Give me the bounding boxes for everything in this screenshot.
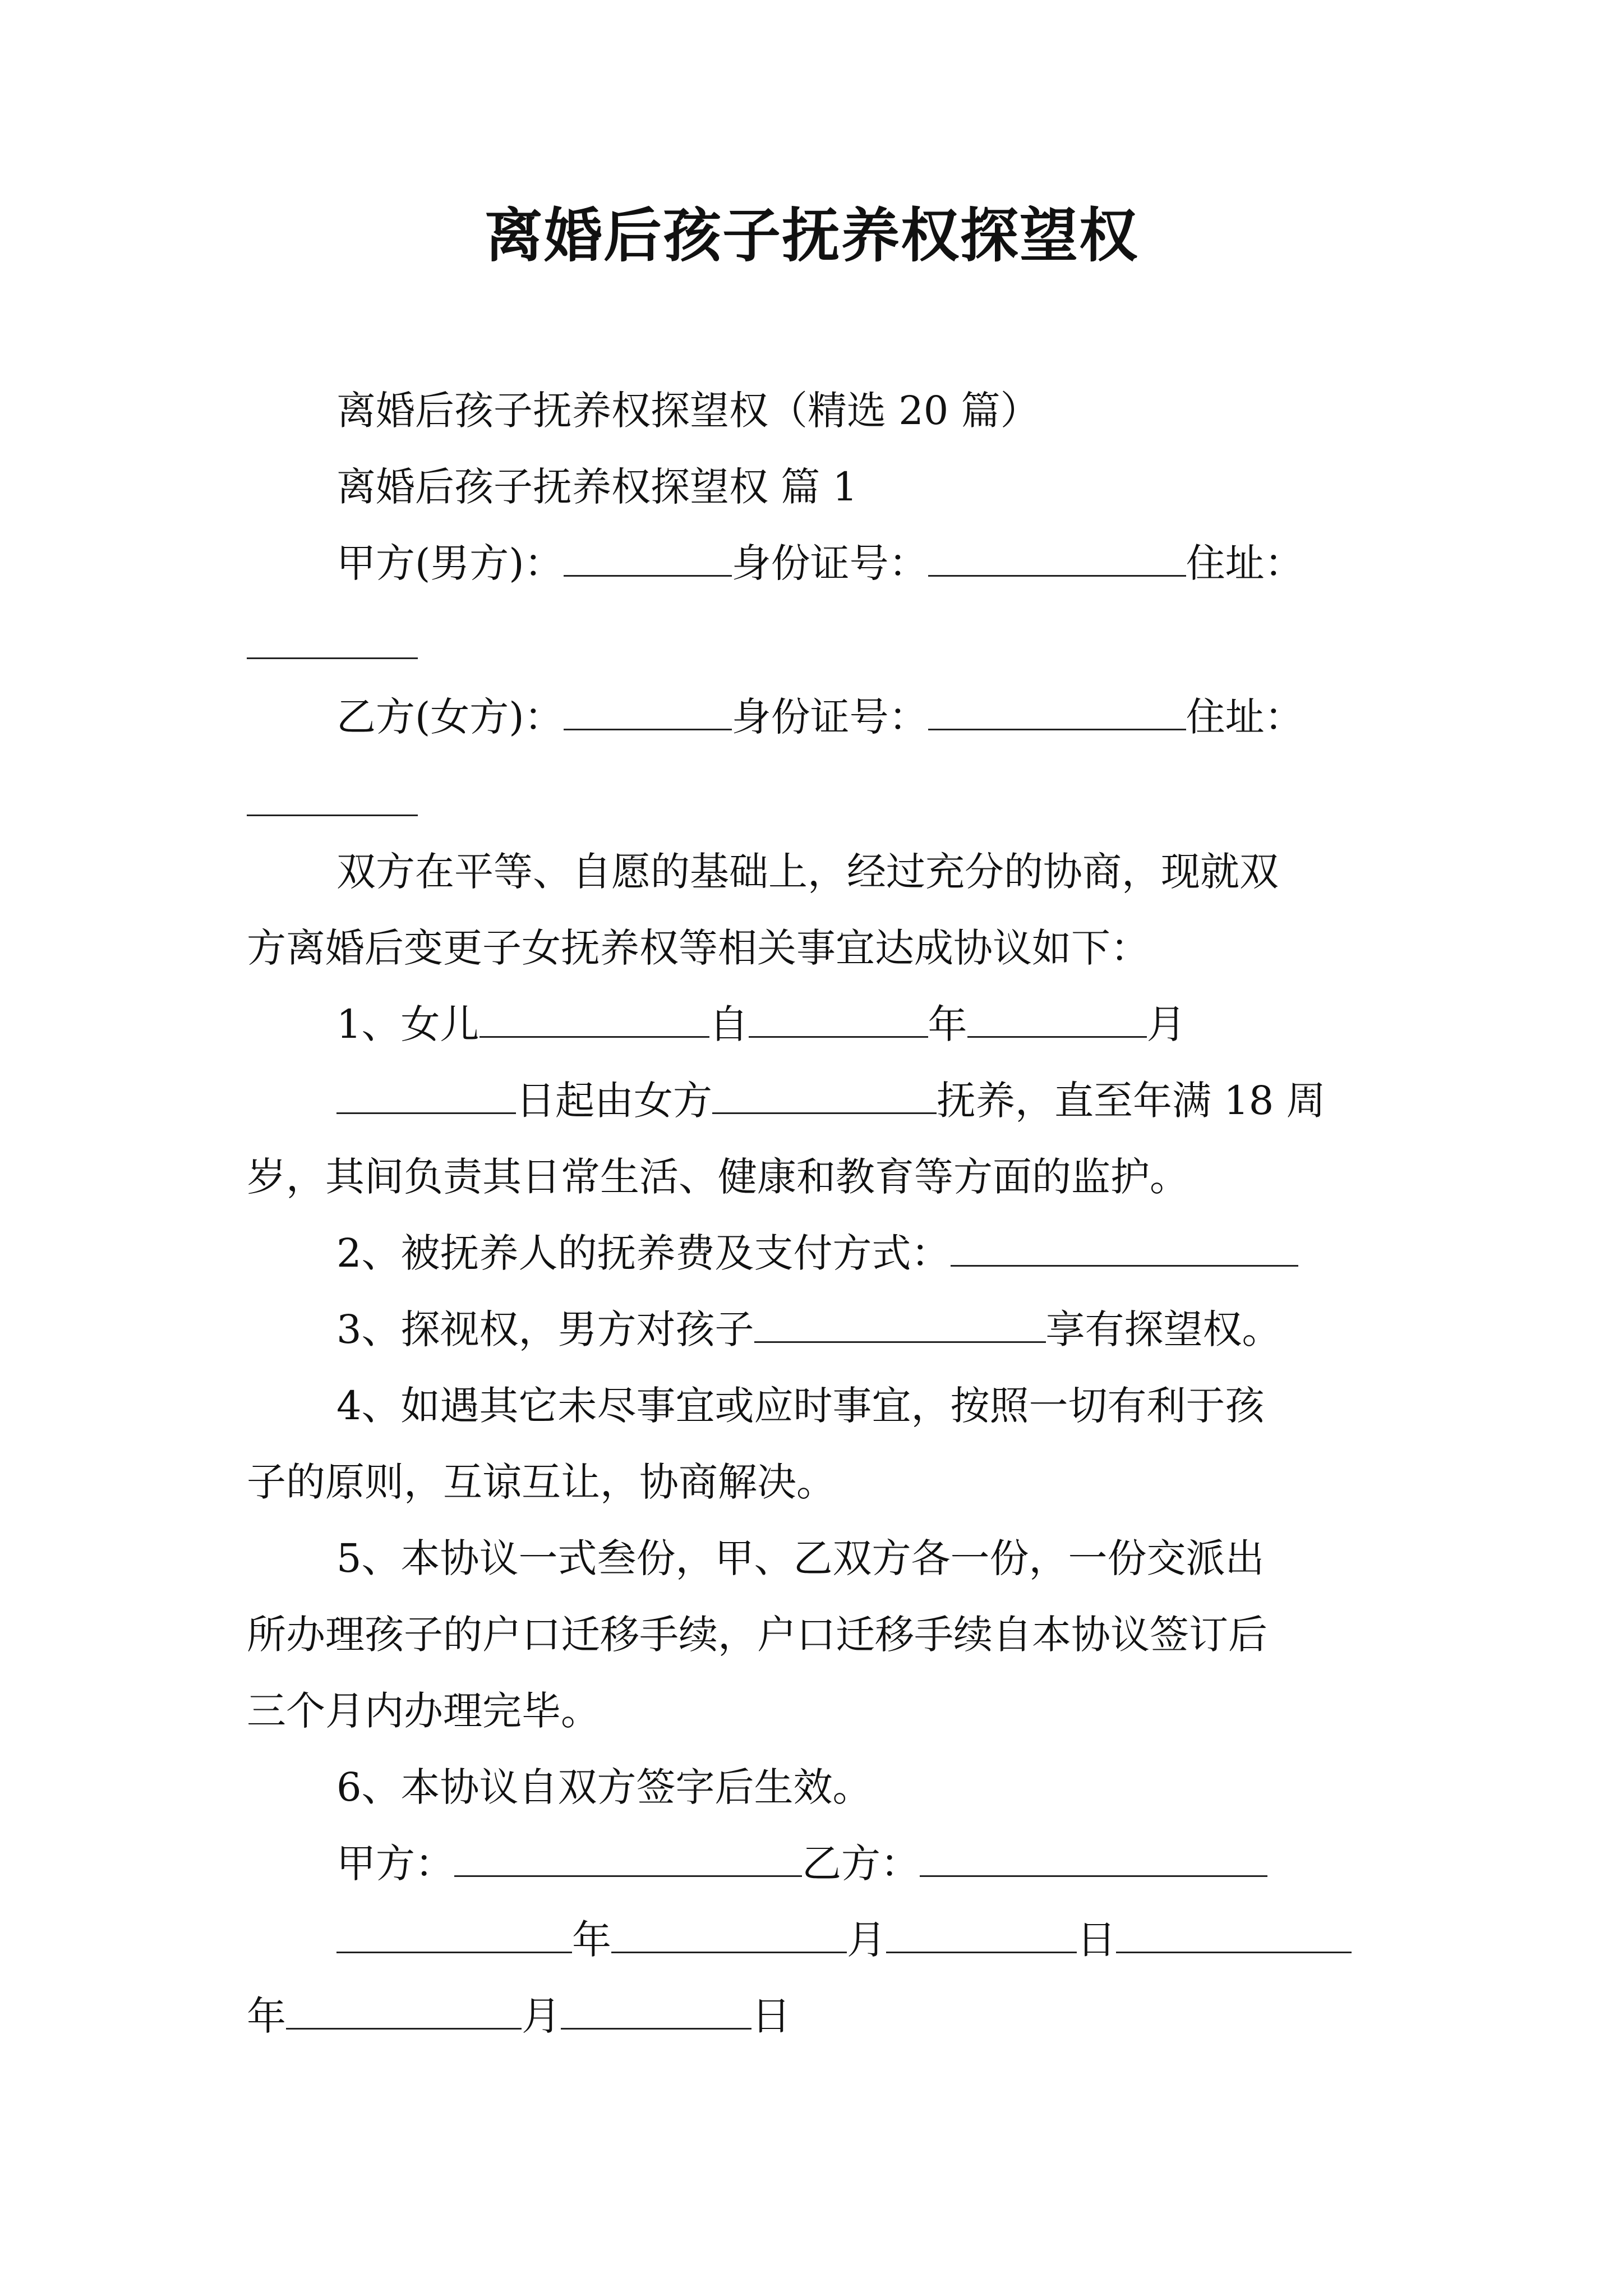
start-day-blank[interactable] bbox=[336, 1079, 516, 1114]
clause-1-daughter-label: 1、女儿 bbox=[336, 1001, 479, 1047]
clause-5-line-3: 三个月内办理完毕。 bbox=[247, 1688, 600, 1734]
section-heading: 离婚后孩子抚养权探望权 篇 1 bbox=[336, 464, 858, 510]
clause-1-line-1 bbox=[336, 1001, 1186, 1048]
date-a-day-label: 日 bbox=[1077, 1917, 1116, 1963]
start-month-blank[interactable] bbox=[967, 1002, 1147, 1038]
clause-3-text-1: 3、探视权，男方对孩子 bbox=[336, 1306, 754, 1352]
date-b-day-blank[interactable] bbox=[561, 1994, 751, 2030]
party-a-address-label: 住址： bbox=[1186, 540, 1304, 586]
clause-5-line-2: 所办理孩子的户口迁移手续，户口迁移手续自本协议签订后 bbox=[247, 1612, 1267, 1658]
date-line-1 bbox=[336, 1916, 1352, 1963]
date-b-year-blank[interactable] bbox=[1116, 1918, 1352, 1953]
date-a-year-label: 年 bbox=[572, 1917, 611, 1963]
party-a-id-label: 身份证号： bbox=[731, 540, 928, 586]
support-payment-blank[interactable] bbox=[951, 1231, 1298, 1267]
signature-b-label: 乙方： bbox=[802, 1841, 920, 1887]
date-a-day-blank[interactable] bbox=[886, 1918, 1077, 1953]
clause-4-line-2: 子的原则，互谅互让，协商解决。 bbox=[247, 1459, 836, 1505]
date-b-month-blank[interactable] bbox=[286, 1994, 522, 2030]
party-a-address-blank[interactable] bbox=[247, 655, 418, 659]
clause-3-line bbox=[336, 1306, 1281, 1353]
clause-1-custody-label: 日起由女方 bbox=[516, 1078, 712, 1124]
visitation-blank[interactable] bbox=[754, 1308, 1046, 1343]
party-b-label: 乙方(女方)： bbox=[336, 694, 564, 740]
subtitle: 离婚后孩子抚养权探望权（精选 20 篇） bbox=[336, 388, 1040, 434]
intro-line-2: 方离婚后变更子女抚养权等相关事宜达成协议如下： bbox=[247, 925, 1150, 971]
daughter-name-blank[interactable] bbox=[479, 1002, 709, 1038]
party-b-address-label: 住址： bbox=[1186, 694, 1304, 740]
clause-4-line-1: 4、如遇其它未尽事宜或应时事宜，按照一切有利于孩 bbox=[336, 1383, 1265, 1429]
party-b-id-blank[interactable] bbox=[928, 695, 1186, 730]
clause-3-text-2: 享有探望权。 bbox=[1045, 1306, 1281, 1352]
signature-b-blank[interactable] bbox=[920, 1842, 1267, 1877]
signature-a-label: 甲方： bbox=[336, 1841, 454, 1887]
clause-5-line-1: 5、本协议一式叁份，甲、乙双方各一份，一份交派出 bbox=[336, 1535, 1265, 1581]
custodian-name-blank[interactable] bbox=[712, 1079, 937, 1114]
party-a-label: 甲方(男方)： bbox=[336, 540, 564, 586]
date-a-month-blank[interactable] bbox=[611, 1918, 847, 1953]
clause-6-line: 6、本协议自双方签字后生效。 bbox=[336, 1764, 872, 1810]
clause-1-until-label: 抚养，直至年满 18 周 bbox=[937, 1078, 1326, 1124]
party-a-name-blank[interactable] bbox=[564, 541, 732, 577]
clause-1-year-label: 年 bbox=[928, 1001, 967, 1047]
clause-1-line-2 bbox=[336, 1077, 1326, 1124]
start-year-blank[interactable] bbox=[749, 1002, 928, 1038]
signature-a-blank[interactable] bbox=[454, 1842, 802, 1877]
date-b-day-label: 日 bbox=[751, 1993, 791, 2039]
party-a-line bbox=[336, 540, 1304, 587]
clause-2-text: 2、被抚养人的抚养费及支付方式： bbox=[336, 1230, 951, 1276]
party-a-id-blank[interactable] bbox=[928, 541, 1186, 577]
clause-1-month-label: 月 bbox=[1146, 1001, 1186, 1047]
clause-1-line-3: 岁，其间负责其日常生活、健康和教育等方面的监护。 bbox=[247, 1154, 1189, 1200]
party-b-id-label: 身份证号： bbox=[731, 694, 928, 740]
document-title: 离婚后孩子抚养权探望权 bbox=[484, 201, 1138, 270]
date-b-year-label: 年 bbox=[247, 1993, 286, 2039]
party-b-address-blank[interactable] bbox=[247, 812, 418, 816]
date-a-year-blank[interactable] bbox=[336, 1918, 572, 1953]
signature-line bbox=[336, 1840, 1267, 1887]
clause-1-from-label: 自 bbox=[709, 1001, 749, 1047]
intro-line-1: 双方在平等、自愿的基础上，经过充分的协商，现就双 bbox=[336, 849, 1279, 895]
clause-2-line bbox=[336, 1230, 1298, 1277]
party-b-line bbox=[336, 693, 1304, 740]
party-b-name-blank[interactable] bbox=[564, 695, 732, 730]
date-a-month-label: 月 bbox=[847, 1917, 886, 1963]
date-b-month-label: 月 bbox=[522, 1993, 561, 2039]
date-line-2 bbox=[247, 1993, 791, 2040]
